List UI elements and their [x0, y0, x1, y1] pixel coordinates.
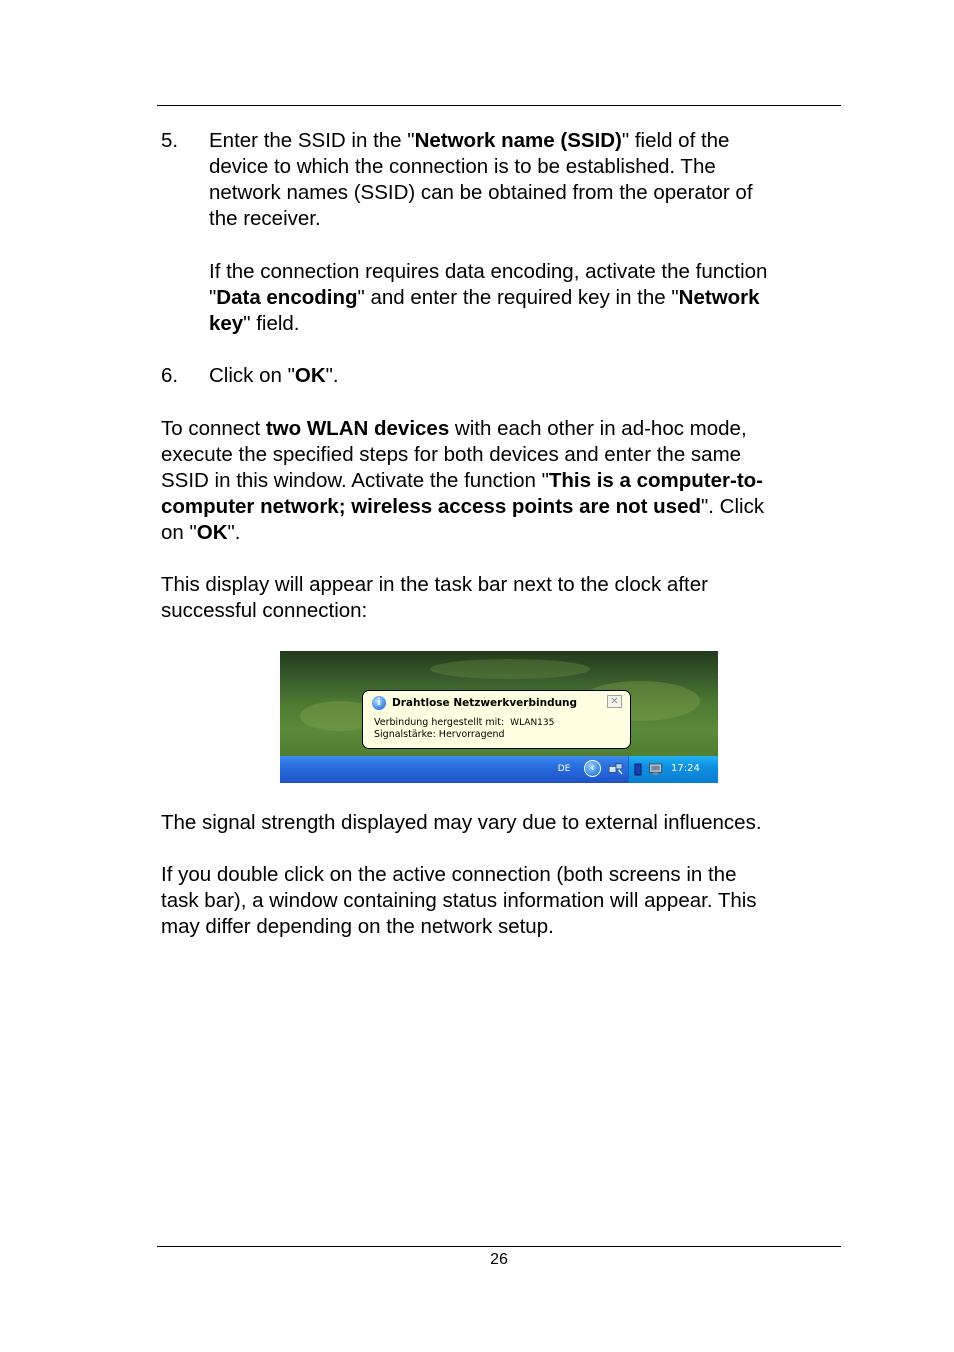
text-line: Click on "OK".	[209, 364, 339, 387]
text-line: The signal strength displayed may vary due to external influences.	[161, 811, 762, 834]
balloon-title: Drahtlose Netzwerkverbindung	[392, 697, 578, 709]
text-line: If you double click on the active connection (both screens in the	[161, 863, 737, 886]
text-line: network names (SSID) can be obtained from the operator of	[209, 181, 753, 204]
text-line: key" field.	[209, 312, 300, 335]
signal-paragraph	[161, 810, 841, 836]
text-line: the receiver.	[209, 207, 321, 230]
taskbar-screenshot	[280, 651, 718, 783]
page-number: 26	[490, 1251, 508, 1268]
language-indicator[interactable]: DE	[557, 764, 571, 774]
text-line: Enter the SSID in the "Network name (SSID)" field of the	[209, 129, 730, 152]
header-rule	[157, 105, 841, 106]
text-line: "Data encoding" and enter the required key in the "Network	[209, 286, 760, 309]
balloon-signal-line: Signalstärke: Hervorragend	[374, 729, 505, 740]
step-number-6: 6.	[161, 364, 179, 387]
step-5-encoding-text	[209, 259, 841, 337]
system-tray	[628, 756, 718, 783]
text-line: This display will appear in the task bar next to the clock after	[161, 573, 708, 596]
text-line: successful connection:	[161, 599, 368, 622]
step-number-5: 5.	[161, 129, 179, 152]
taskbar	[280, 756, 718, 783]
text-line: computer network; wireless access points are not used". Click	[161, 495, 765, 518]
clock[interactable]: 17:24	[671, 763, 700, 774]
double-click-paragraph	[161, 862, 841, 940]
show-hidden-icons-button[interactable]: ‹	[584, 760, 601, 777]
step-5-text	[209, 128, 841, 232]
wireless-network-icon[interactable]	[607, 762, 625, 775]
info-icon: i	[372, 696, 386, 710]
text-line: To connect two WLAN devices with each other in ad-hoc mode,	[161, 417, 747, 440]
display-paragraph	[161, 572, 841, 624]
text-line: execute the specified steps for both devices and enter the same	[161, 443, 742, 466]
network-connection-icon[interactable]	[647, 763, 665, 776]
text-line: SSID in this window. Activate the function "This is a computer-to-	[161, 469, 764, 492]
grass-texture	[430, 659, 590, 679]
step-6-text	[209, 363, 841, 389]
device-icon[interactable]	[633, 763, 643, 776]
text-line: device to which the connection is to be established. The	[209, 155, 716, 178]
notification-balloon	[362, 690, 631, 749]
footer-rule	[157, 1246, 841, 1247]
text-line: on "OK".	[161, 521, 241, 544]
adhoc-paragraph	[161, 416, 841, 546]
text-line: may differ depending on the network setup.	[161, 915, 554, 938]
text-line: task bar), a window containing status information will appear. This	[161, 889, 757, 912]
text-line: If the connection requires data encoding, activate the function	[209, 260, 768, 283]
balloon-connection-line: Verbindung hergestellt mit: WLAN135	[374, 717, 555, 728]
close-icon[interactable]: ✕	[607, 695, 622, 708]
